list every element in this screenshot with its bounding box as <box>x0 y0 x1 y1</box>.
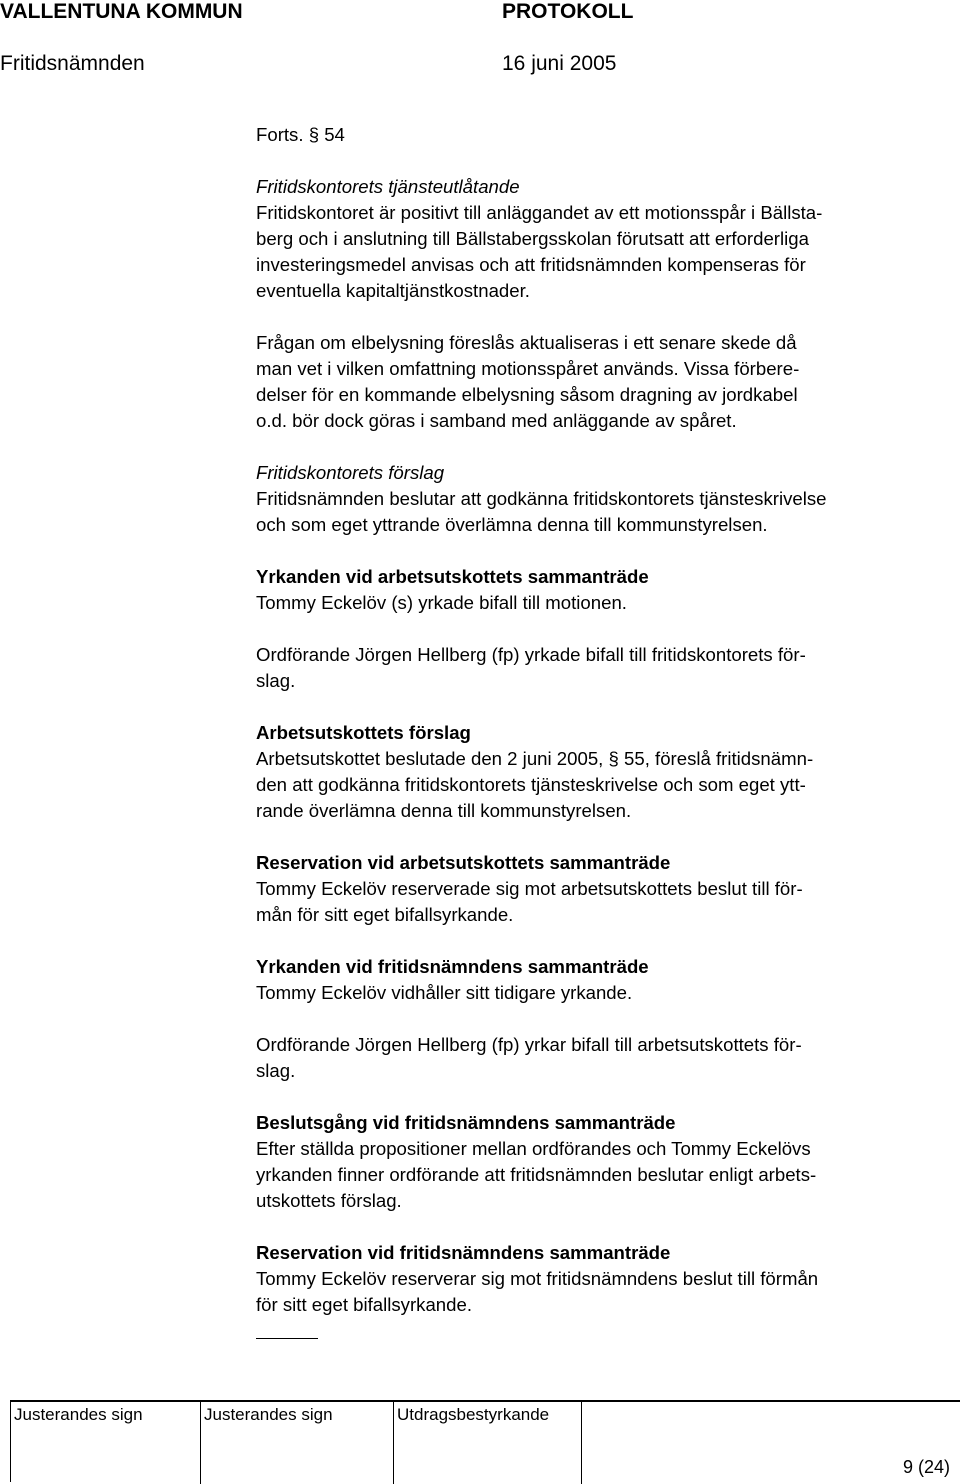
extract-label: Utdragsbestyrkande <box>397 1405 550 1424</box>
section-heading: Reservation vid arbetsutskottets sammanträde <box>256 852 671 873</box>
committee-name: Fritidsnämnden <box>0 52 145 75</box>
text-line: mån för sitt eget bifallsyrkande. <box>256 904 514 925</box>
text-line: Fritidsnämnden beslutar att godkänna fritidskontorets tjänsteskrivelse <box>256 488 827 509</box>
text-line: berg och i anslutning till Bällstabergsskolan förutsatt att erforderliga <box>256 228 809 249</box>
text-line: Frågan om elbelysning föreslås aktualiseras i ett senare skede då <box>256 332 797 353</box>
extract-cell <box>394 1402 582 1484</box>
text-line <box>256 746 956 772</box>
text-line: eventuella kapitaltjänstkostnader. <box>256 280 530 301</box>
text-line: slag. <box>256 1060 296 1081</box>
text-line: Efter ställda propositioner mellan ordförandes och Tommy Eckelövs <box>256 1138 811 1159</box>
text-fragment: Arbetsutskottet beslutade den 2 juni 2005, <box>256 748 604 769</box>
text-line: Fritidskontoret är positivt till anläggandet av ett motionsspår i Bällsta- <box>256 202 823 223</box>
section-symbol: § <box>308 124 320 145</box>
section-heading: Beslutsgång vid fritidsnämndens sammanträde <box>256 1112 676 1133</box>
text-line: för sitt eget bifallsyrkande. <box>256 1294 472 1315</box>
text-line: investeringsmedel anvisas och att fritidsnämnden kompenseras för <box>256 254 806 275</box>
section-number: 54 <box>324 124 345 145</box>
text-line: Tommy Eckelöv (s) yrkade bifall till motionen. <box>256 592 627 613</box>
continuation-line <box>256 122 956 148</box>
end-rule <box>256 1338 318 1339</box>
forts-label: Forts. <box>256 124 304 145</box>
signature-label: Justerandes sign <box>204 1405 333 1424</box>
text-line: man vet i vilken omfattning motionsspåret används. Vissa förbere- <box>256 358 800 379</box>
text-line: den att godkänna fritidskontorets tjänsteskrivelse och som eget ytt- <box>256 774 806 795</box>
signature-table <box>10 1400 960 1482</box>
section-heading: Fritidskontorets tjänsteutlåtande <box>256 176 520 197</box>
protocol-body <box>256 122 956 1339</box>
section-heading: Fritidskontorets förslag <box>256 462 445 483</box>
section-heading: Yrkanden vid arbetsutskottets sammanträde <box>256 566 649 587</box>
text-line: slag. <box>256 670 296 691</box>
text-line: Tommy Eckelöv vidhåller sitt tidigare yrkande. <box>256 982 633 1003</box>
document-type: PROTOKOLL <box>502 0 634 23</box>
section-heading: Yrkanden vid fritidsnämndens sammanträde <box>256 956 649 977</box>
section-heading: Arbetsutskottets förslag <box>256 722 471 743</box>
text-line: rande överlämna denna till kommunstyrelsen. <box>256 800 632 821</box>
text-line: o.d. bör dock göras i samband med anläggande av spåret. <box>256 410 737 431</box>
text-line: Ordförande Jörgen Hellberg (fp) yrkade bifall till fritidskontorets för- <box>256 644 806 665</box>
signature-label: Justerandes sign <box>14 1405 143 1424</box>
text-line: utskottets förslag. <box>256 1190 402 1211</box>
page-number: 9 (24) <box>902 1457 950 1477</box>
text-line: och som eget yttrande överlämna denna till kommunstyrelsen. <box>256 514 768 535</box>
text-line: Tommy Eckelöv reserverar sig mot fritidsnämndens beslut till förmån <box>256 1268 819 1289</box>
text-line: Tommy Eckelöv reserverade sig mot arbetsutskottets beslut till för- <box>256 878 803 899</box>
section-heading: Reservation vid fritidsnämndens sammanträde <box>256 1242 671 1263</box>
text-line: yrkanden finner ordförande att fritidsnämnden beslutar enligt arbets- <box>256 1164 817 1185</box>
text-line: Ordförande Jörgen Hellberg (fp) yrkar bifall till arbetsutskottets för- <box>256 1034 802 1055</box>
section-symbol: § <box>608 748 619 769</box>
text-fragment: 55, föreslå fritidsnämn- <box>624 748 814 769</box>
signature-cell <box>11 1402 201 1484</box>
signature-cell <box>201 1402 394 1484</box>
municipality-name: VALLENTUNA KOMMUN <box>0 0 243 23</box>
text-line: delser för en kommande elbelysning såsom dragning av jordkabel <box>256 384 798 405</box>
meeting-date: 16 juni 2005 <box>502 52 617 75</box>
